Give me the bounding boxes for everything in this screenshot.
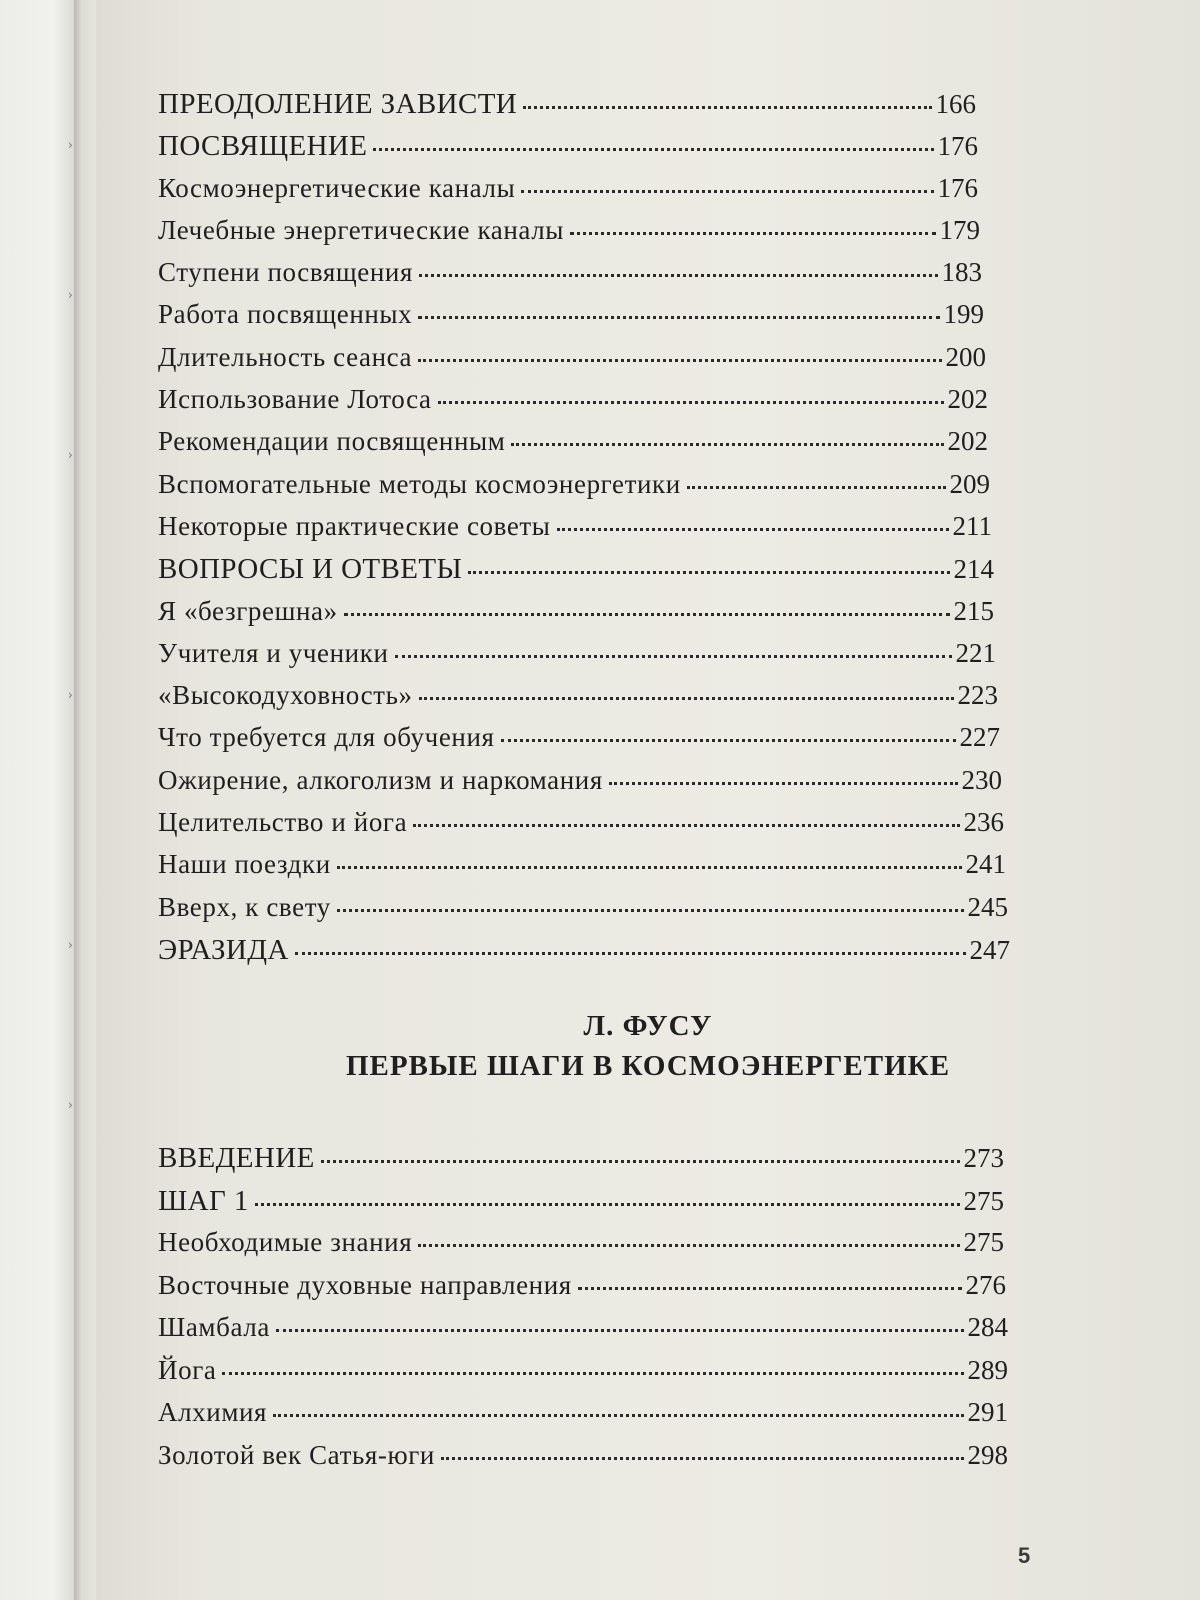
dot-leader: [441, 1457, 964, 1460]
dot-leader: [521, 190, 933, 193]
toc-entry-page: 247: [969, 934, 1010, 965]
toc-entry-page: 236: [963, 807, 1004, 838]
dot-leader: [687, 486, 946, 489]
toc-entry-page: 214: [953, 554, 994, 585]
toc-entry: [158, 934, 1010, 976]
dot-leader: [337, 909, 964, 912]
dot-leader: [418, 1244, 959, 1247]
toc-entry-title: Необходимые знания: [158, 1227, 413, 1257]
toc-entry: [158, 511, 992, 553]
toc-entry-title: Ожирение, алкоголизм и наркомания: [158, 764, 603, 795]
dot-leader: [419, 697, 954, 700]
toc-entry: [158, 215, 980, 257]
toc-entry: [158, 1440, 1008, 1483]
toc-entry: [158, 596, 994, 638]
toc-entry-title: Восточные духовные направления: [158, 1269, 572, 1300]
dot-leader: [609, 782, 958, 785]
toc-entry: [158, 638, 996, 680]
book-title-heading: ПЕРВЫЕ ШАГИ В КОСМОЭНЕРГЕТИКЕ: [345, 1050, 951, 1082]
toc-entry-page: 176: [937, 172, 978, 203]
toc-entry-title: Алхимия: [158, 1397, 268, 1427]
toc-entry-page: 209: [949, 468, 990, 499]
toc-entry-page: 199: [943, 299, 984, 330]
toc-entry: [158, 1142, 1004, 1185]
dot-leader: [273, 1414, 963, 1417]
toc-entry-page: 276: [965, 1269, 1006, 1300]
toc-entry-page: 211: [952, 510, 992, 541]
toc-entry-title: Космоэнергетические каналы: [158, 172, 516, 203]
toc-entry-page: 245: [967, 891, 1008, 922]
dot-leader: [557, 528, 949, 531]
toc-entry-title: Шамбала: [158, 1312, 270, 1342]
toc-entry-page: 200: [945, 341, 986, 372]
table-of-contents-part-1: [158, 88, 1038, 976]
toc-entry: [158, 384, 988, 426]
toc-entry-title: Наши поездки: [158, 849, 331, 880]
toc-entry: [158, 849, 1006, 891]
toc-entry-page: 241: [965, 849, 1006, 880]
toc-entry: [158, 257, 982, 299]
dot-leader: [578, 1287, 962, 1290]
dot-leader: [255, 1203, 960, 1206]
binding-stitch: ›: [68, 448, 73, 462]
toc-entry-page: 284: [967, 1312, 1008, 1342]
toc-entry: [158, 130, 978, 172]
toc-entry-title: «Высокодуховность»: [158, 680, 413, 711]
toc-entry-page: 215: [953, 595, 994, 626]
toc-entry-title: Использование Лотоса: [158, 384, 432, 415]
dot-leader: [295, 952, 966, 955]
toc-entry-title: Вспомогательные методы космоэнергетики: [158, 468, 681, 499]
author-heading: Л. ФУСУ: [583, 1010, 713, 1042]
toc-entry-title: Что требуется для обучения: [158, 722, 495, 753]
toc-entry-title: ПОСВЯЩЕНИЕ: [158, 130, 368, 163]
toc-entry: [158, 892, 1008, 934]
toc-entry-page: 223: [957, 680, 998, 711]
dot-leader: [276, 1329, 964, 1332]
toc-entry-title: Золотой век Сатья-юги: [158, 1439, 435, 1470]
toc-entry-page: 298: [967, 1439, 1008, 1470]
toc-entry: [158, 173, 978, 215]
toc-entry: [158, 553, 994, 595]
toc-entry: [158, 299, 984, 341]
toc-entry-title: Вверх, к свету: [158, 891, 331, 922]
dot-leader: [419, 274, 938, 277]
dot-leader: [418, 359, 941, 362]
toc-entry: [158, 765, 1002, 807]
toc-entry-page: 202: [947, 384, 988, 415]
toc-entry-page: 221: [955, 637, 996, 668]
dot-leader: [344, 613, 950, 616]
toc-entry: [158, 1270, 1006, 1313]
toc-entry-title: Учителя и ученики: [158, 637, 389, 668]
toc-entry: [158, 1312, 1008, 1355]
toc-entry-page: 275: [963, 1227, 1004, 1257]
dot-leader: [413, 824, 959, 827]
binding-stitch: ›: [68, 938, 73, 952]
toc-entry-title: ЭРАЗИДА: [158, 933, 289, 966]
toc-entry-title: ВВЕДЕНИЕ: [158, 1142, 315, 1174]
toc-entry-title: Длительность сеанса: [158, 341, 413, 372]
toc-entry: [158, 469, 990, 511]
binding-stitch: ›: [68, 138, 73, 152]
dot-leader: [337, 866, 962, 869]
dot-leader: [373, 148, 933, 151]
binding-stitch: ›: [68, 288, 73, 302]
toc-entry-page: 227: [959, 722, 1000, 753]
dot-leader: [570, 232, 935, 235]
table-of-contents-part-2: [158, 1142, 1038, 1482]
toc-entry-title: Работа посвященных: [158, 299, 413, 330]
toc-entry-page: 183: [941, 257, 982, 288]
dot-leader: [395, 655, 952, 658]
dot-leader: [438, 401, 944, 404]
toc-entry-page: 179: [939, 214, 980, 245]
page-number: 5: [1018, 1543, 1031, 1568]
toc-entry: [158, 1185, 1004, 1228]
toc-entry-page: 275: [963, 1185, 1004, 1216]
toc-entry: [158, 426, 988, 468]
toc-entry-title: Йога: [158, 1354, 217, 1385]
toc-entry-page: 273: [963, 1143, 1004, 1173]
toc-entry: [158, 1355, 1008, 1398]
book-spine: [74, 0, 96, 1600]
toc-entry-title: Я «безгрешна»: [158, 595, 338, 626]
toc-entry-title: ПРЕОДОЛЕНИЕ ЗАВИСТИ: [158, 88, 518, 120]
toc-entry: [158, 88, 976, 130]
toc-entry: [158, 680, 998, 722]
dot-leader: [501, 739, 956, 742]
adjacent-page-edge: [0, 0, 76, 1600]
toc-entry-title: Некоторые практические советы: [158, 510, 551, 541]
toc-entry-title: Рекомендации посвященным: [158, 426, 506, 457]
toc-entry: [158, 1397, 1008, 1440]
toc-entry-title: ВОПРОСЫ И ОТВЕТЫ: [158, 553, 463, 586]
toc-entry-page: 176: [937, 131, 978, 162]
dot-leader: [418, 316, 939, 319]
toc-entry-page: 202: [947, 426, 988, 457]
dot-leader: [222, 1372, 963, 1375]
toc-entry-page: 291: [967, 1397, 1008, 1427]
toc-entry: [158, 1227, 1004, 1270]
toc-entry-title: ШАГ 1: [158, 1184, 249, 1217]
toc-entry: [158, 342, 986, 384]
toc-entry-page: 166: [935, 89, 976, 119]
binding-stitch: ›: [68, 688, 73, 702]
toc-entry-title: Лечебные энергетические каналы: [158, 214, 565, 245]
toc-entry-page: 289: [967, 1354, 1008, 1385]
binding-stitch: ›: [68, 1098, 73, 1112]
toc-entry-page: 230: [961, 764, 1002, 795]
toc-entry: [158, 807, 1004, 849]
dot-leader: [321, 1160, 960, 1163]
toc-entry: [158, 722, 1000, 764]
toc-entry-title: Ступени посвящения: [158, 257, 413, 288]
dot-leader: [468, 571, 949, 574]
toc-entry-title: Целительство и йога: [158, 807, 408, 838]
dot-leader: [523, 106, 931, 109]
dot-leader: [511, 443, 943, 446]
